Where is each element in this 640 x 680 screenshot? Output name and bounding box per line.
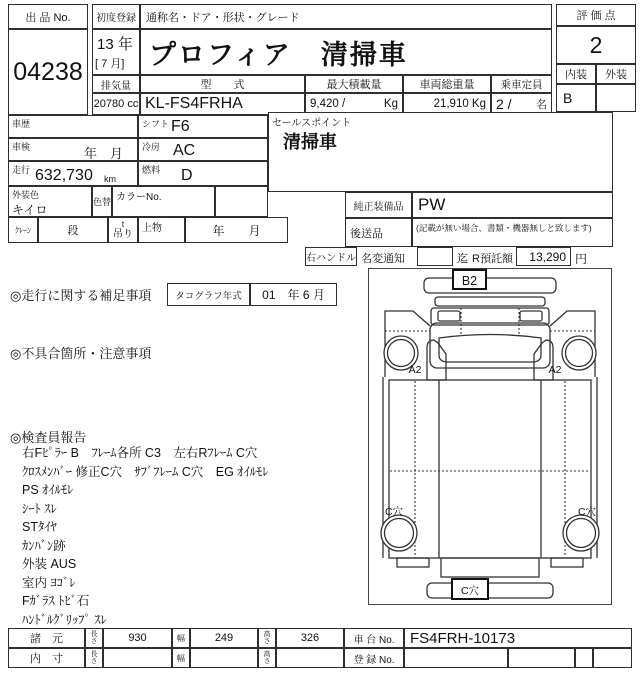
- sales-point-label: セールスポイント: [272, 118, 352, 129]
- reg-extra-cell-1: [508, 648, 575, 668]
- ext-color-value: キイロ: [12, 203, 48, 217]
- genuine-equipment-label: 純正装備品: [345, 192, 412, 218]
- gross-weight-header: 車両総重量: [403, 75, 491, 93]
- first-reg-cell: [92, 29, 140, 75]
- exterior-header: 外装: [596, 64, 636, 84]
- exterior-grade: [596, 84, 636, 112]
- sales-point-value: 清掃車: [283, 132, 337, 152]
- gross-weight-value: 21,910 Kg: [403, 93, 491, 115]
- crane-tsuri-label: 吊り: [113, 228, 133, 240]
- inner-length-value: [103, 648, 172, 668]
- uwamono-value-cell: 年 月: [185, 217, 288, 243]
- shift-label: シフト: [142, 119, 170, 129]
- max-load-number: 9,420 /: [310, 98, 346, 110]
- color-no-label: カラーNo.: [116, 192, 162, 203]
- uwamono-label: 上物: [142, 223, 162, 234]
- tachograph-label: タコグラフ年式: [167, 283, 250, 306]
- inner-length-label: 長さ: [85, 648, 103, 668]
- right-front-grade: A2: [548, 364, 562, 376]
- report-line: ｼｰﾄ ｽﾚ: [22, 501, 57, 516]
- fuel-cell: [138, 161, 268, 186]
- first-reg-header: 初度登録: [92, 4, 140, 29]
- shift-cell: [138, 115, 268, 138]
- name-change-label: 名変通知: [361, 253, 405, 265]
- fuel-label: 燃料: [142, 165, 161, 175]
- max-load-header: 最大積載量: [305, 75, 403, 93]
- reg-value: [404, 648, 508, 668]
- capacity-header: 乗車定員: [491, 75, 552, 93]
- yen-label: 円: [575, 252, 588, 266]
- chassis-value: FS4FRH-10173: [404, 628, 632, 648]
- defect-title: ◎不具合箇所・注意事項: [10, 346, 152, 361]
- report-line: Fｶﾞﾗｽ ﾄﾋﾞ石: [22, 594, 90, 608]
- deposit-value: 13,290: [516, 247, 571, 266]
- inner-width-label: 幅: [172, 648, 190, 668]
- inspection-value: 年 月: [83, 146, 123, 161]
- rear-bumper-grade: C穴: [460, 585, 480, 597]
- inspector-report: [22, 444, 362, 629]
- sales-point-box: [268, 112, 613, 192]
- mileage-unit: km: [104, 174, 116, 184]
- cooling-label: 冷房: [142, 142, 161, 152]
- height-value: 326: [276, 628, 344, 648]
- made-label: 迄: [457, 253, 468, 265]
- capacity-unit: 名: [536, 99, 547, 111]
- deposit-label: R預託額: [472, 253, 513, 265]
- fuel-value: D: [181, 167, 193, 184]
- kosohin-label: 後送品: [345, 218, 412, 247]
- ext-color-cell: [8, 186, 92, 217]
- report-line: STﾀｲﾔ: [22, 520, 57, 534]
- displacement-value: 20780 cc: [92, 93, 140, 115]
- crane-dan-cell: 段: [38, 217, 108, 243]
- name-change-box: [417, 247, 453, 266]
- report-line: ｶﾝﾊﾞﾝ跡: [22, 538, 66, 553]
- inspection-label: 車検: [12, 142, 31, 152]
- reg-extra-cell-2: [575, 648, 593, 668]
- mileage-cell: [8, 161, 138, 186]
- report-line: ｸﾛｽﾒﾝﾊﾞｰ 修正C穴 ｻﾌﾞﾌﾚｰﾑ C穴 EG ｵｲﾙﾓﾚ: [22, 464, 269, 479]
- history-label: 車歴: [12, 119, 31, 129]
- lot-no-value: 04238: [8, 29, 88, 115]
- max-load-unit: Kg: [383, 98, 398, 110]
- front-bumper-grade: B2: [461, 274, 478, 288]
- height-label: 高さ: [258, 628, 276, 648]
- spec-label: 諸 元: [8, 628, 85, 648]
- inner-label: 内 寸: [8, 648, 85, 668]
- report-line: 室内 ﾖｺﾞﾚ: [22, 575, 76, 590]
- interior-header: 内装: [556, 64, 596, 84]
- ext-color-label: 外装色: [12, 190, 40, 200]
- vehicle-name: [140, 29, 552, 75]
- crane-tsuri-cell: [108, 217, 138, 243]
- cooling-value: AC: [173, 142, 196, 159]
- length-value: 930: [103, 628, 172, 648]
- crane-cell: ｸﾚｰﾝ: [8, 217, 38, 243]
- chassis-label: 車 台 No.: [344, 628, 404, 648]
- left-rear-grade: C穴: [384, 506, 404, 518]
- shift-value: F6: [171, 118, 190, 135]
- name-header: 通称名・ドア・形状・グレード: [140, 4, 552, 29]
- interior-grade: B: [556, 84, 596, 112]
- inspector-title: ◎検査員報告: [10, 430, 87, 445]
- genuine-equipment-value: PW: [412, 192, 613, 218]
- report-line: 右Fﾋﾟﾗｰ B ﾌﾚｰﾑ各所 C3 左右Rﾌﾚｰﾑ C穴: [22, 446, 258, 460]
- color-no-extra-cell: [215, 186, 268, 217]
- run-supplement-title: ◎走行に関する補足事項: [10, 288, 152, 303]
- mileage-value: 632,730: [35, 167, 93, 184]
- report-line: ﾊﾝﾄﾞﾙｸﾞﾘｯﾌﾟ ｽﾚ: [22, 612, 107, 627]
- capacity-number: 2 /: [496, 96, 512, 112]
- lot-no-header: 出 品 No.: [8, 4, 88, 29]
- model-header: 型 式: [140, 75, 305, 93]
- report-line: PS ｵｲﾙﾓﾚ: [22, 483, 74, 497]
- first-reg-month: [ 7 月]: [95, 58, 125, 70]
- report-line: 外装 AUS: [22, 557, 77, 571]
- width-value: 249: [190, 628, 258, 648]
- mileage-label: 走行: [12, 165, 31, 175]
- score-value: 2: [556, 26, 636, 64]
- kosohin-note: (記載が無い場合、書類・機器無しと致します): [412, 218, 613, 247]
- first-reg-year: 13 年: [97, 36, 133, 53]
- model-value: KL-FS4FRHA: [140, 93, 305, 115]
- displacement-header: 排気量: [92, 75, 140, 93]
- crane-t-label: t: [121, 219, 125, 229]
- reg-label: 登 録 No.: [344, 648, 404, 668]
- vehicle-diagram: [369, 269, 611, 604]
- left-front-grade: A2: [408, 364, 422, 376]
- right-rear-grade: C穴: [577, 506, 597, 518]
- vehicle-diagram-box: [368, 268, 612, 605]
- vehicle-name-text: プロフィア 清掃車: [149, 39, 408, 70]
- handle-badge: 右ハンドル: [305, 247, 357, 266]
- width-label: 幅: [172, 628, 190, 648]
- score-header: 評 価 点: [556, 4, 636, 26]
- inner-height-value: [276, 648, 344, 668]
- length-label: 長さ: [85, 628, 103, 648]
- cooling-cell: [138, 138, 268, 161]
- inner-width-value: [190, 648, 258, 668]
- history-cell: [8, 115, 138, 138]
- uwamono-cell: [138, 217, 185, 243]
- color-no-cell: [112, 186, 215, 217]
- inner-height-label: 高さ: [258, 648, 276, 668]
- color-change-cell: 色替: [92, 186, 112, 217]
- reg-extra-cell-3: [593, 648, 632, 668]
- inspection-cell: [8, 138, 138, 161]
- tachograph-value: 01 年 6 月: [250, 283, 337, 306]
